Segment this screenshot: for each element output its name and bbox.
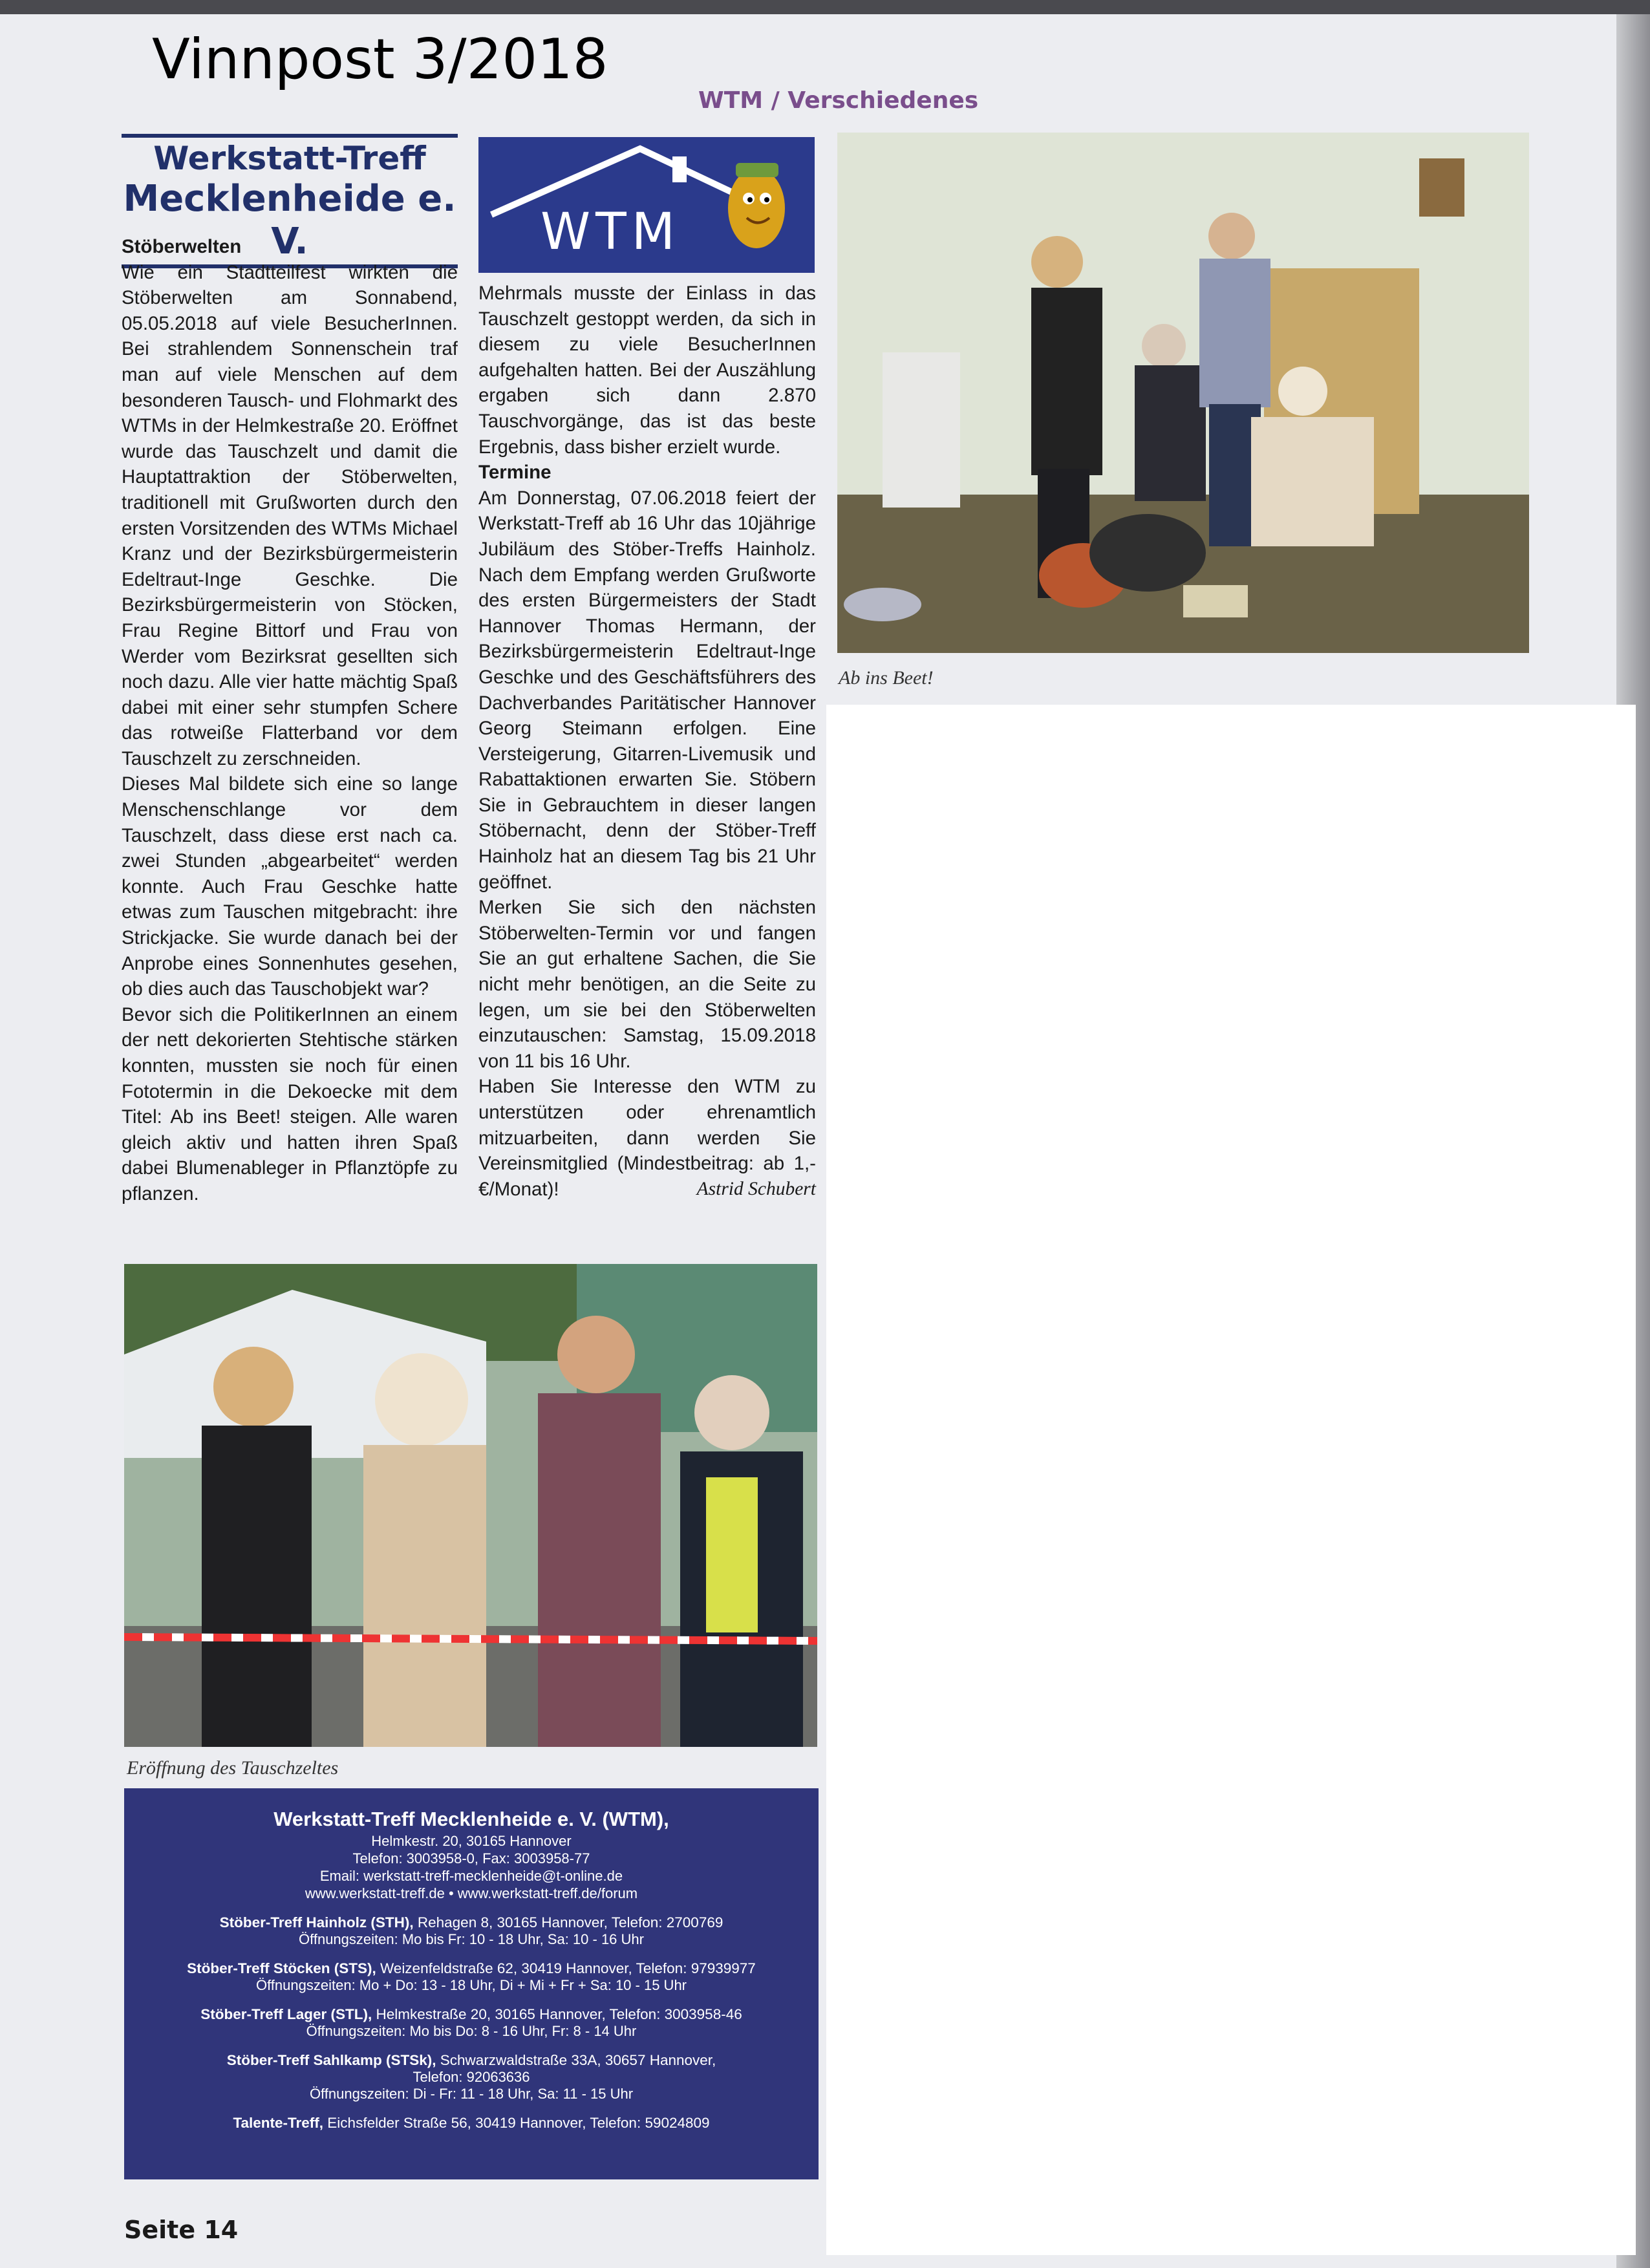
- store-address: Eichsfelder Straße 56, 30419 Hannover, Telefon: 59024809: [323, 2115, 710, 2131]
- blank-overlay-panel: [826, 705, 1636, 2255]
- headline-rule-top: [122, 134, 458, 138]
- store-heading: [124, 2051, 819, 2069]
- store-heading: [124, 2006, 819, 2023]
- store-address: Schwarzwaldstraße 33A, 30657 Hannover,: [436, 2052, 716, 2068]
- store-address: Helmkestraße 20, 30165 Hannover, Telefon: 3003958-46: [372, 2006, 742, 2022]
- article-paragraph: Dieses Mal bildete sich eine so lange Menschenschlange vor dem Tauschzelt, dass diese erst nach ca. zwei Stunden „abgearbeitet“ werden konnte. Auch Frau Geschke hatte etwas zum Tauschen mitgebracht: ihre Strickjacke. Sie wurde danach bei der Anprobe eines Sonnenhutes gesehen, ob dies auch das Tauschobjekt war?: [122, 773, 458, 1000]
- store-heading: [124, 2114, 819, 2132]
- headline-line1: Werkstatt-Treff: [153, 140, 426, 177]
- article-paragraph: Mehrmals musste der Einlass in das Tauschzelt gestoppt werden, da sich in diesem zu viele BesucherInnen aufgehalten hatten. Bei der Auszählung ergaben sich dann 2.870 Tauschvorgänge, das ist das beste Ergebnis, dass bisher erzielt wurde.: [478, 283, 816, 458]
- ribbon-cutting-image: [124, 1264, 817, 1747]
- store-entry: [124, 1914, 819, 1948]
- store-heading: [124, 1914, 819, 1931]
- store-name: Stöber-Treff Sahlkamp (STSk),: [226, 2052, 436, 2068]
- store-hours: Öffnungszeiten: Mo + Do: 13 - 18 Uhr, Di + Mi + Fr + Sa: 10 - 15 Uhr: [255, 1977, 687, 1993]
- store-entry: [124, 2051, 819, 2102]
- store-hours: Öffnungszeiten: Di - Fr: 11 - 18 Uhr, Sa: 11 - 15 Uhr: [309, 2086, 634, 2102]
- infobox-phone: Telefon: 3003958-0, Fax: 3003958-77: [352, 1850, 590, 1867]
- photo-caption-beet: Ab ins Beet!: [839, 667, 934, 689]
- infobox-address: Helmkestr. 20, 30165 Hannover: [371, 1833, 572, 1849]
- article-paragraph: Merken Sie sich den nächsten Stöberwelten-Termin vor und fangen Sie an gut erhaltene Sachen, die Sie nicht mehr benötigen, an die Seite zu legen, um sie bei den Stöberwelten einzutauschen: Samstag, 15.09.2018 von 11 bis 16 Uhr.: [478, 897, 816, 1072]
- section-label: WTM / Verschiedenes: [698, 87, 979, 114]
- contact-infobox: [124, 1788, 819, 2179]
- headline-line2: Mecklenheide e. V.: [123, 178, 456, 262]
- infobox-title: Werkstatt-Treff Mecklenheide e. V. (WTM),: [273, 1808, 669, 1830]
- store-name: Talente-Treff,: [233, 2115, 324, 2131]
- store-name: Stöber-Treff Stöcken (STS),: [187, 1960, 376, 1976]
- article-paragraph: Wie ein Stadtteilfest wirkten die Stöberwelten am Sonnabend, 05.05.2018 auf viele BesucherInnen. Bei strahlendem Sonnenschein traf man auf viele Menschen auf dem besonderen Tausch- und Flohmarkt des WTMs in der Helmkestraße 20. Eröffnet wurde das Tauschzelt und damit die Hauptattraktion der Stöberwelten, traditionell mit Grußworten durch den ersten Vorsitzenden des WTMs Michael Kranz und der Bezirksbürgermeisterin Edeltraut-Inge Geschke. Die Bezirksbürgermeisterin von Stöcken, Frau Regine Bittorf und Frau von Werder vom Bezirksrat gesellten sich noch dazu. Alle vier hatte mächtig Spaß dabei mit einer sehr stumpfen Schere das rotweiße Flatterband vor dem Tauschzelt zu zerschneiden.: [122, 261, 458, 769]
- page-number: Seite 14: [124, 2216, 239, 2244]
- photo-ab-ins-beet: [837, 133, 1529, 653]
- issue-stamp: Vinnpost 3/2018: [152, 27, 608, 92]
- logo-text: WTM: [541, 203, 681, 261]
- article-paragraph: Haben Sie Interesse den WTM zu unterstützen oder ehrenamtlich mitzuarbeiten, dann werden Sie Vereinsmitglied (Mindestbeitrag: ab 1,-€/Monat)! Astrid Schubert: [478, 1074, 816, 1202]
- store-heading: [124, 1960, 819, 1977]
- store-hours: Öffnungszeiten: Mo bis Do: 8 - 16 Uhr, Fr: 8 - 14 Uhr: [306, 2023, 637, 2039]
- store-address: Weizenfeldstraße 62, 30419 Hannover, Telefon: 97939977: [376, 1960, 756, 1976]
- infobox-web: www.werkstatt-treff.de • www.werkstatt-treff.de/forum: [305, 1885, 638, 1901]
- store-hours: Telefon: 92063636: [412, 2069, 530, 2085]
- store-entry: [124, 1960, 819, 1994]
- store-entry: [124, 2114, 819, 2132]
- article-subheading: Termine: [478, 462, 552, 484]
- garden-scene-image: [837, 133, 1529, 653]
- store-name: Stöber-Treff Lager (STL),: [200, 2006, 372, 2022]
- store-list: [124, 1914, 819, 2132]
- infobox-email: Email: werkstatt-treff-mecklenheide@t-online.de: [319, 1868, 623, 1884]
- wtm-logo: [478, 137, 815, 273]
- article-paragraph: Am Donnerstag, 07.06.2018 feiert der Werkstatt-Treff ab 16 Uhr das 10jährige Jubiläum des Stöber-Treffs Hainholz. Nach dem Empfang werden Grußworte des ersten Bürgermeisters der Stadt Hannover Thomas Hermann, der Bezirksbürgermeisterin Edeltraut-Inge Geschke und des Geschäftsführers des Dachverbandes Paritätischer Hannover Georg Steimann erfolgen. Eine Versteigerung, Gitarren-Livemusik und Rabattaktionen erwarten Sie. Stöbern Sie in Gebrauchtem in dieser langen Stöbernacht, denn der Stöber-Treff Hainholz hat an diesem Tag bis 21 Uhr geöffnet.: [478, 487, 816, 893]
- article-column-2: [478, 281, 816, 1202]
- article-paragraph: Bevor sich die PolitikerInnen an einem der nett dekorierten Stehtische stärken konnten, mussten sie noch für einen Fototermin in die Dekoecke mit dem Titel: Ab ins Beet! steigen. Alle waren gleich aktiv und hatten ihren Spaß dabei Blumenableger in Pflanztöpfe zu pflanzen.: [122, 1003, 458, 1204]
- photo-caption-opening: Eröffnung des Tauschzeltes: [127, 1757, 339, 1779]
- article-subheading: Stöberwelten: [122, 236, 242, 257]
- store-name: Stöber-Treff Hainholz (STH),: [219, 1914, 414, 1931]
- store-hours: Öffnungszeiten: Mo bis Fr: 10 - 18 Uhr, Sa: 10 - 16 Uhr: [299, 1931, 644, 1947]
- photo-opening: [124, 1264, 817, 1747]
- store-address: Rehagen 8, 30165 Hannover, Telefon: 2700769: [413, 1914, 723, 1931]
- article-column-1: [122, 234, 458, 1207]
- article-author: Astrid Schubert: [696, 1178, 816, 1199]
- store-entry: [124, 2006, 819, 2040]
